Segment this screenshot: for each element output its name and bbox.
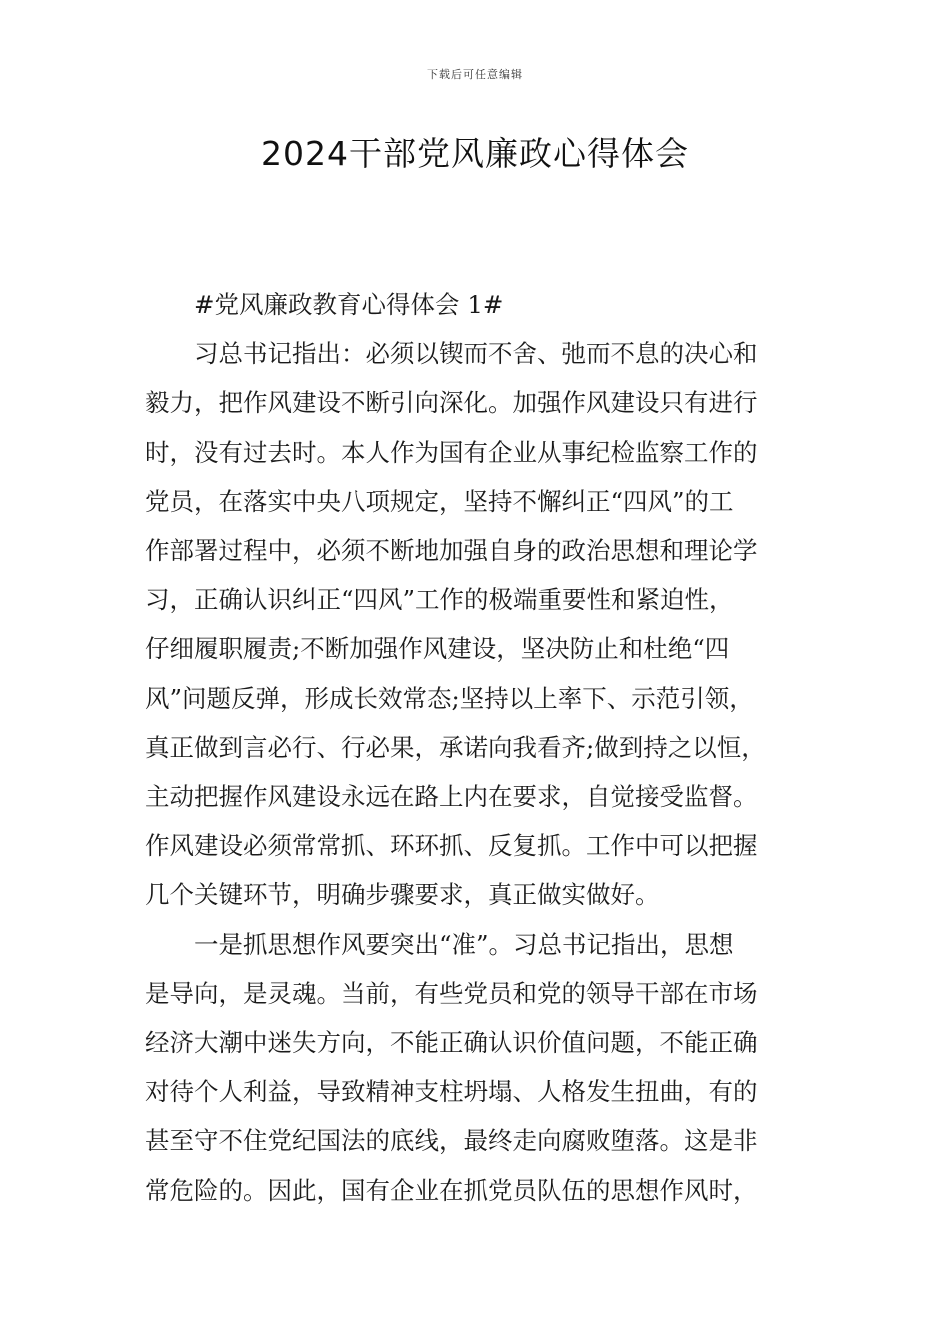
paragraph-line: 风”问题反弹，形成长效常态;坚持以上率下、示范引领，	[145, 683, 754, 713]
document-body	[145, 280, 807, 1215]
paragraph-line: 经济大潮中迷失方向，不能正确认识价值问题，不能正确	[145, 1028, 758, 1058]
paragraph-line: 对待个人利益，导致精神支柱坍塌、人格发生扭曲，有的	[145, 1077, 758, 1107]
paragraph-line: 习，正确认识纠正“四风”工作的极端重要性和紧迫性，	[145, 585, 734, 615]
paragraph-line: 仔细履职履责;不断加强作风建设，坚决防止和杜绝“四	[145, 634, 730, 664]
paragraph-line: 几个关键环节，明确步骤要求，真正做实做好。	[145, 880, 660, 910]
header-note: 下载后可任意编辑	[427, 68, 523, 81]
paragraph-line: 是导向，是灵魂。当前，有些党员和党的领导干部在市场	[145, 978, 758, 1008]
paragraph-line: 作风建设必须常常抓、环环抓、反复抓。工作中可以把握	[145, 831, 758, 861]
paragraph-line: 党员，在落实中央八项规定，坚持不懈纠正“四风”的工	[145, 486, 734, 516]
paragraph-line: 毅力，把作风建设不断引向深化。加强作风建设只有进行	[145, 388, 758, 418]
paragraph-line: 真正做到言必行、行必果，承诺向我看齐;做到持之以恒，	[145, 732, 766, 762]
paragraph-line: 作部署过程中，必须不断地加强自身的政治思想和理论学	[145, 536, 758, 566]
paragraph-line: 甚至守不住党纪国法的底线，最终走向腐败堕落。这是非	[145, 1126, 758, 1156]
paragraph-2	[145, 920, 807, 1215]
paragraph-1	[145, 329, 807, 919]
paragraph-line: 主动把握作风建设永远在路上内在要求，自觉接受监督。	[145, 782, 758, 812]
paragraph-line: 时，没有过去时。本人作为国有企业从事纪检监察工作的	[145, 437, 758, 467]
section-heading	[145, 280, 807, 329]
document-title: 2024干部党风廉政心得体会	[261, 134, 689, 173]
paragraph-line: 一是抓思想作风要突出“准”。习总书记指出，思想	[194, 929, 734, 959]
paragraph-line: 常危险的。因此，国有企业在抓党员队伍的思想作风时，	[145, 1175, 758, 1205]
section-heading-text: #党风廉政教育心得体会 1#	[194, 290, 504, 319]
paragraph-line: 习总书记指出：必须以锲而不舍、弛而不息的决心和	[194, 339, 758, 369]
